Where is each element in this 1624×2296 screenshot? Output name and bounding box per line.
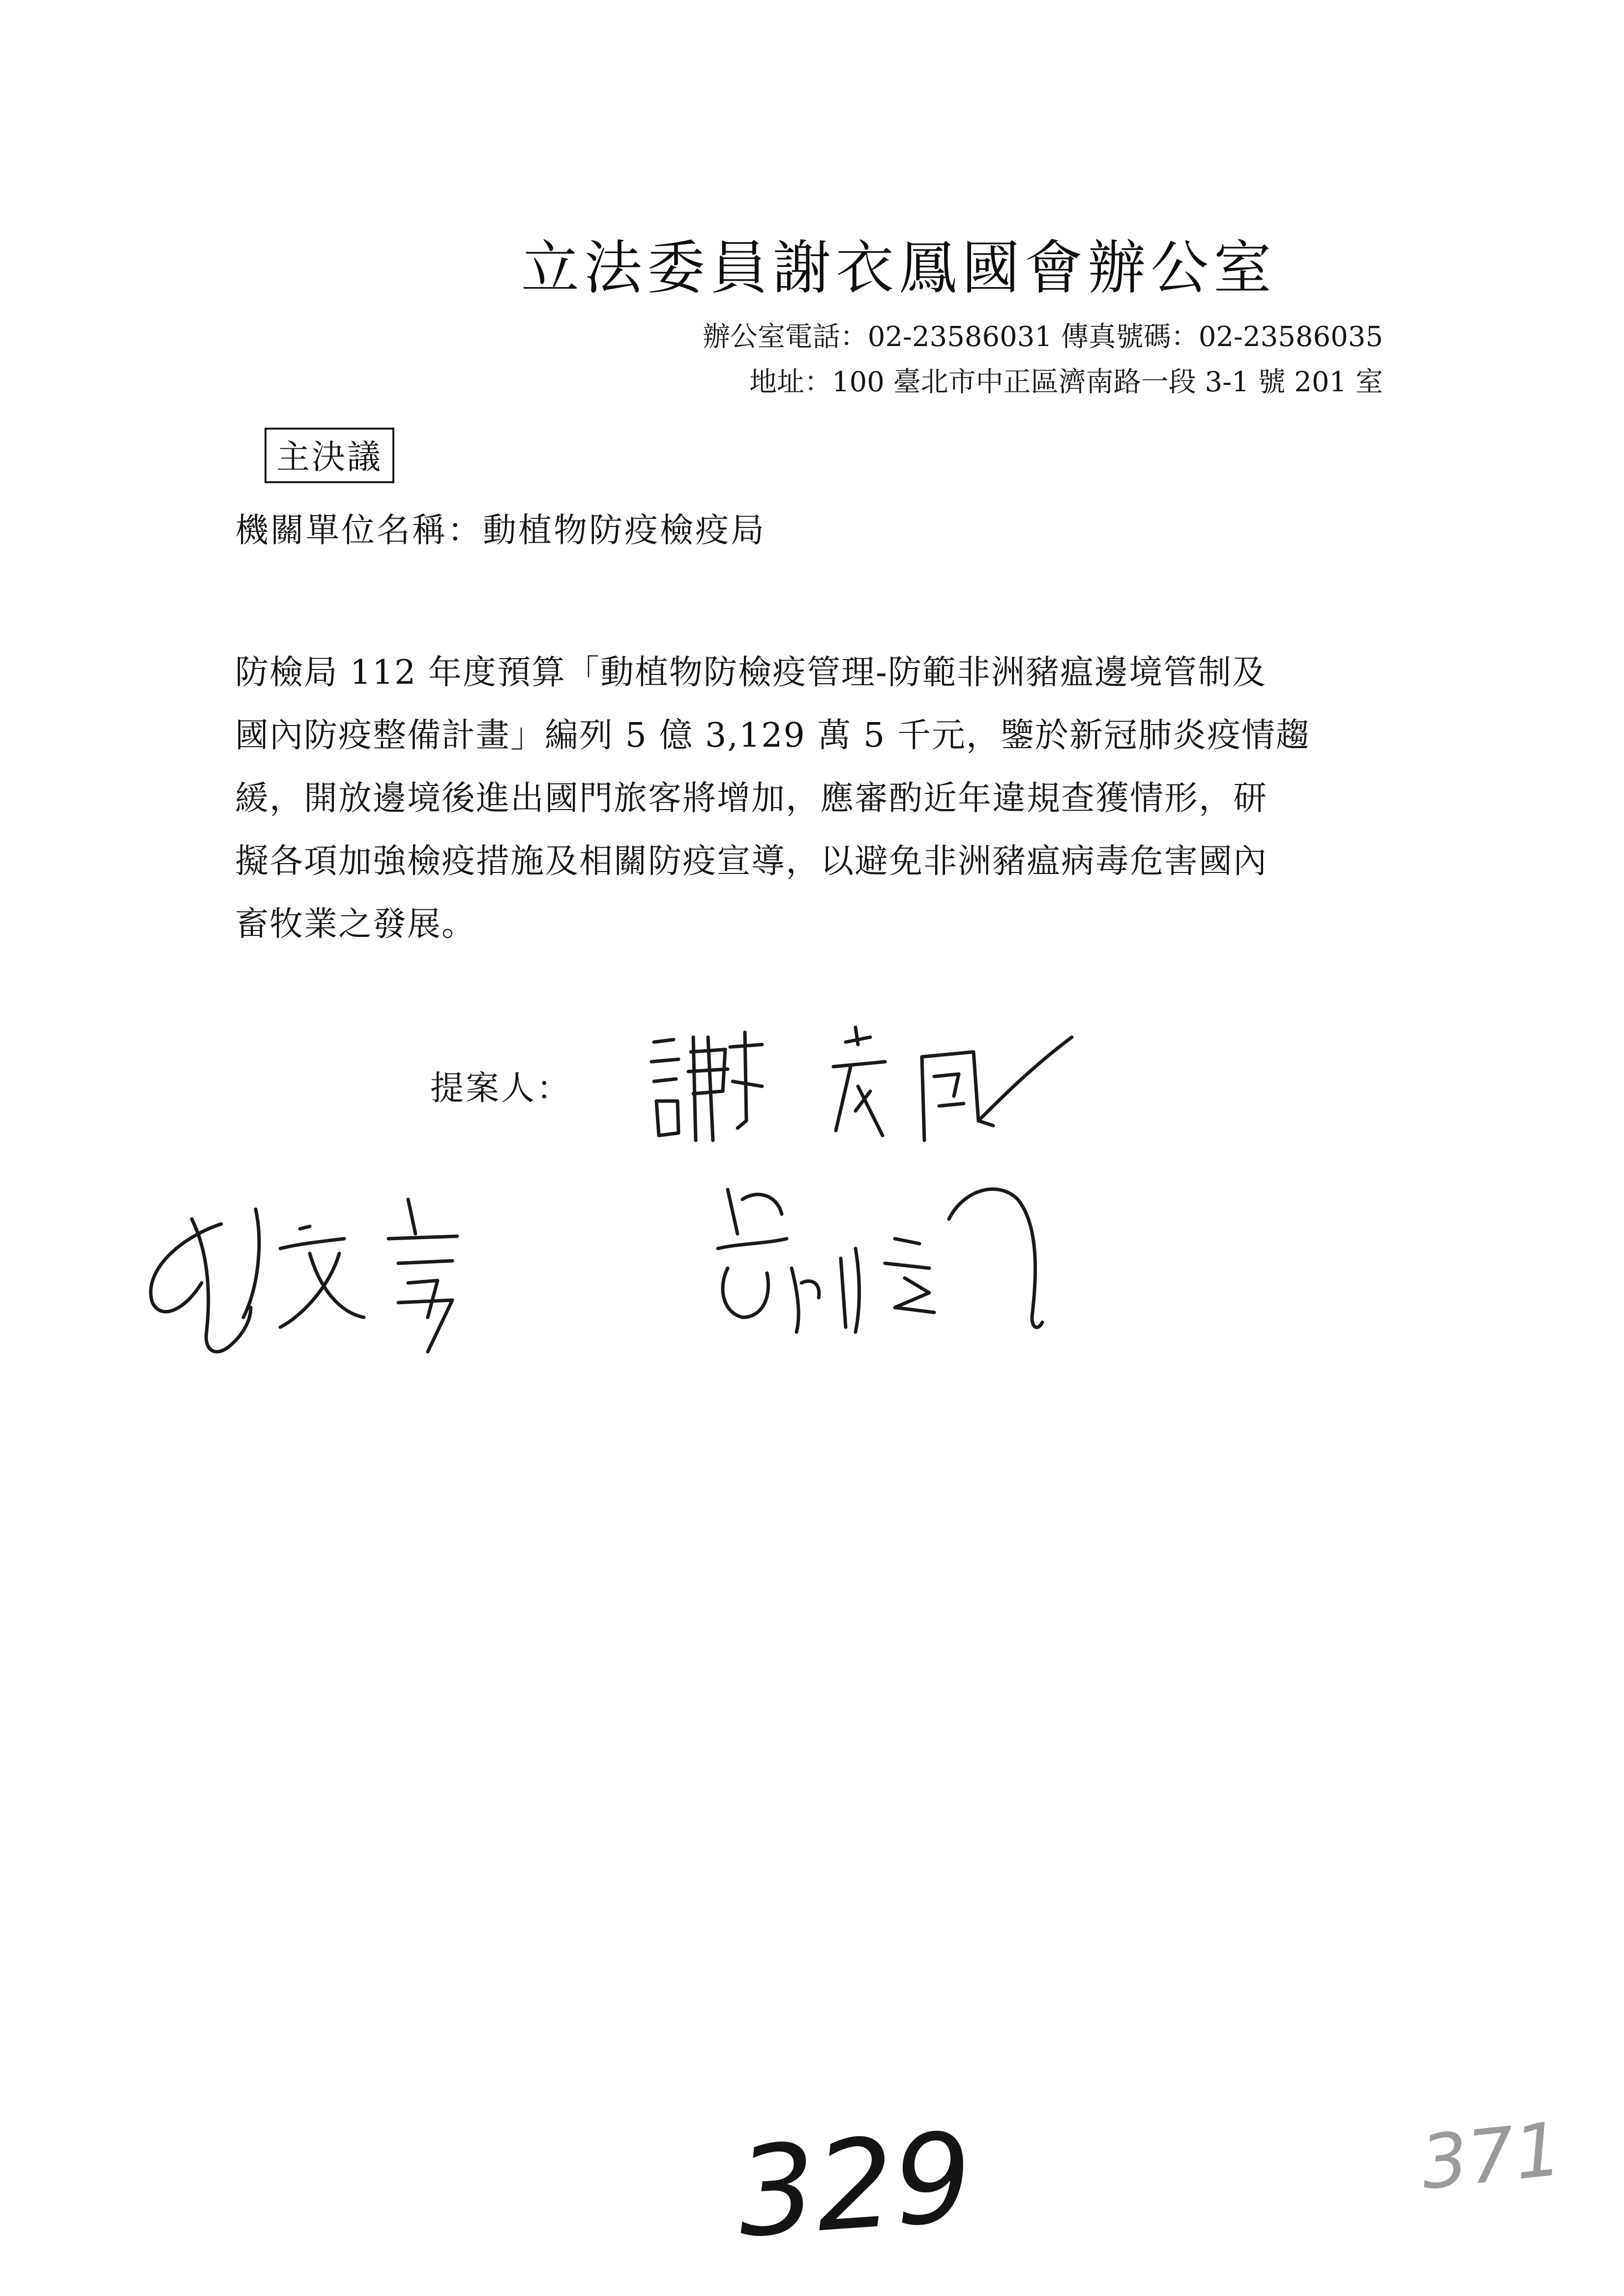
sheet-number: 371: [1417, 2106, 1566, 2207]
signature-liu-jian-guo: [698, 1170, 1092, 1376]
contact-block: [703, 315, 1383, 405]
signature-kong-wen-ji: [133, 1190, 575, 1376]
motion-body-line: 擬各項加強檢疫措施及相關防疫宣導，以避免非洲豬瘟病毒危害國內: [235, 842, 1268, 881]
motion-body-line: 國內防疫整備計畫」編列 5 億 3,129 萬 5 千元，鑒於新冠肺炎疫情趨: [235, 716, 1310, 755]
motion-body-line: 緩，開放邊境後進出國門旅客將增加，應審酌近年違規查獲情形，研: [235, 779, 1268, 818]
signature-xie-yi-feng: [639, 1022, 1155, 1160]
motion-body-line: 防檢局 112 年度預算「動植物防檢疫管理-防範非洲豬瘟邊境管制及: [235, 653, 1267, 692]
motion-body: [235, 641, 1395, 956]
motion-body-line: 畜牧業之發展。: [235, 905, 476, 944]
motion-type-label: 主決議: [265, 428, 394, 483]
office-title: 立法委員謝衣鳳國會辦公室: [521, 234, 1277, 302]
contact-phone-fax: 辦公室電話：02-23586031 傳真號碼：02-23586035: [702, 321, 1383, 353]
agency-line: 機關單位名稱：動植物防疫檢疫局: [235, 511, 767, 550]
proposer-label: 提案人：: [430, 1069, 572, 1108]
office-address: 地址：100 臺北市中正區濟南路一段 3-1 號 201 室: [749, 366, 1383, 398]
page-number: 329: [733, 2105, 977, 2265]
